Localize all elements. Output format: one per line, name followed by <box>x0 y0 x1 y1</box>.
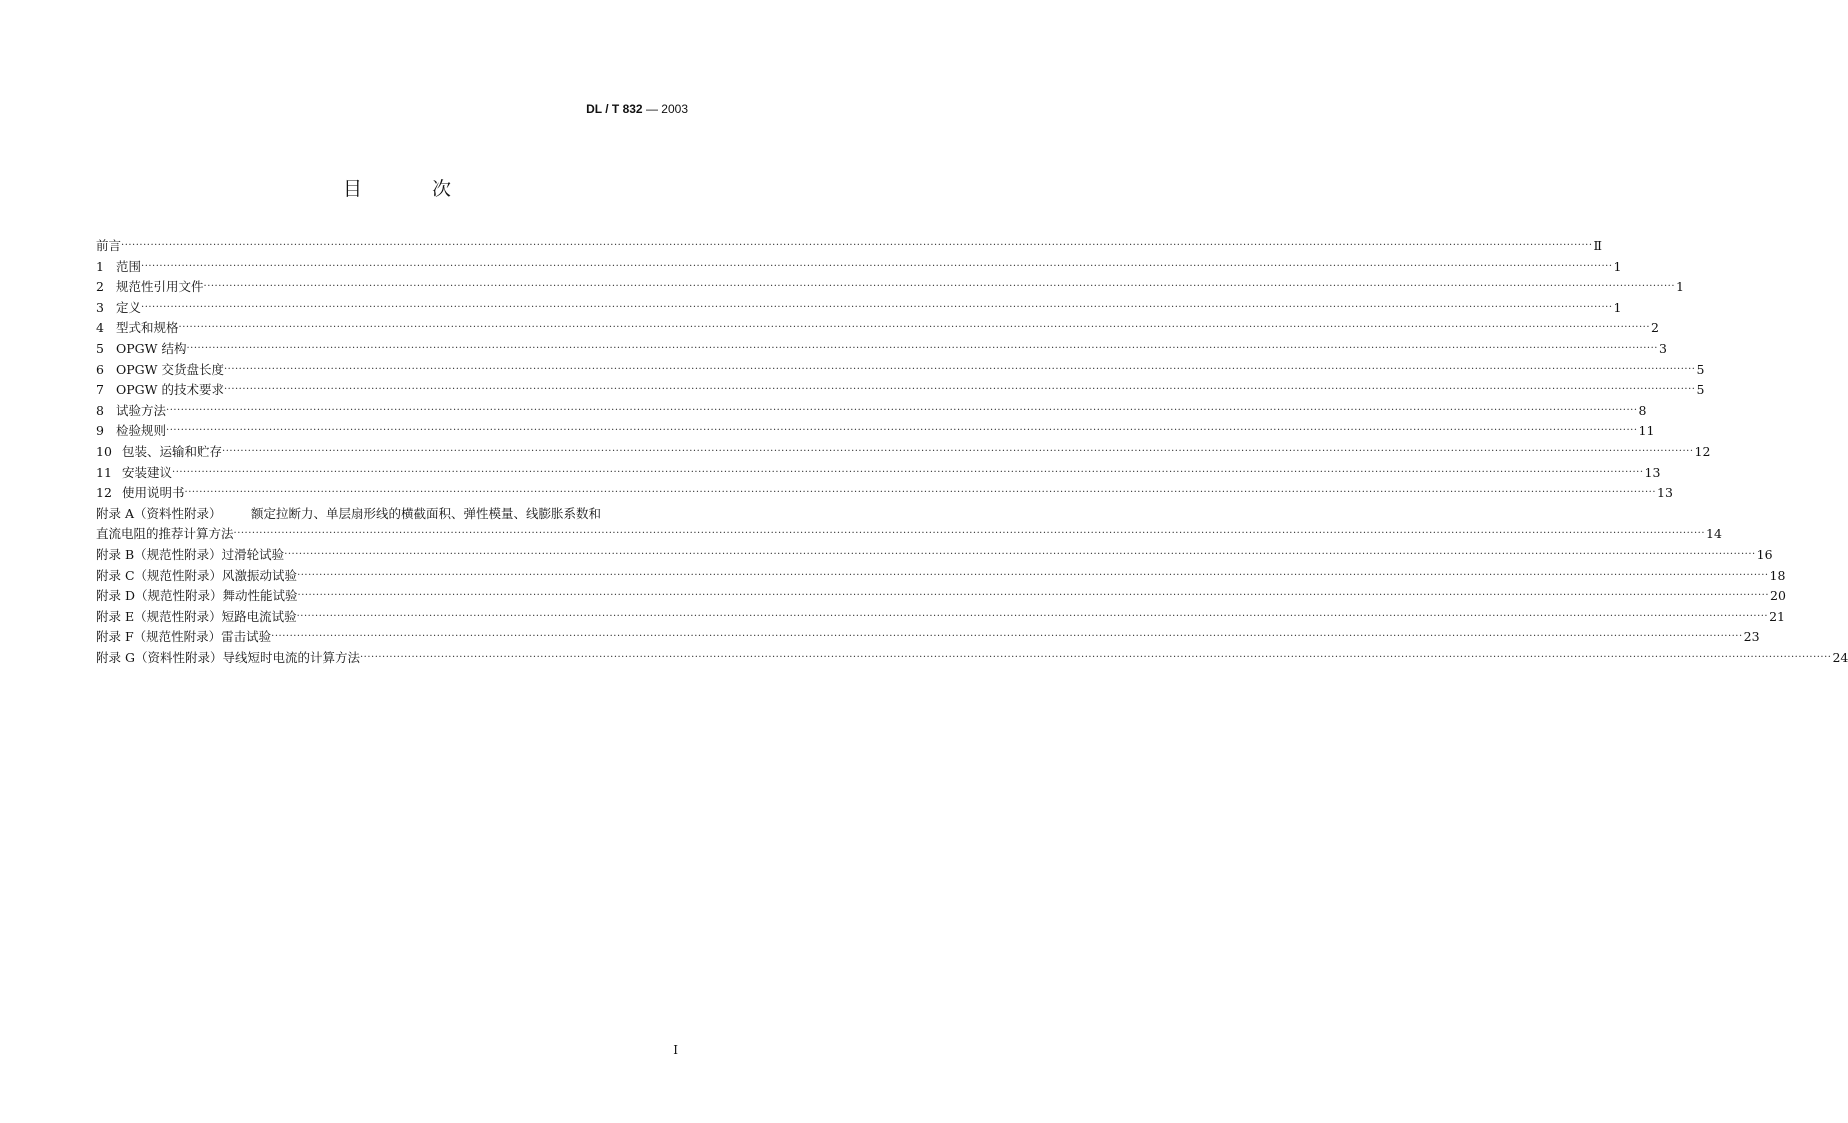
toc-entry <box>96 339 1667 360</box>
toc-entry-appendix <box>96 627 1760 648</box>
title-part-1: 目 <box>342 178 362 200</box>
appendix-label: 附录 B（规范性附录） <box>96 546 222 562</box>
toc-page-number: 3 <box>1658 340 1667 356</box>
toc-page-number: 13 <box>1657 485 1673 501</box>
dot-leader: ················································································································································································································································································································································································································ <box>178 322 1650 334</box>
dot-leader: ················································································································································································································································································································································································································ <box>166 425 1638 437</box>
toc-entry-appendix <box>96 648 1848 669</box>
dot-leader: ················································································································································································································································································································································································································ <box>166 404 1638 416</box>
appendix-label: 附录 E（规范性附录） <box>96 608 222 624</box>
dot-leader: ················································································································································································································································································································································································································ <box>184 487 1656 499</box>
dot-leader: ················································································································································································································································································································································································································ <box>222 445 1694 457</box>
toc-entry-appendix <box>96 607 1786 628</box>
toc-entry-appendix-cont <box>96 524 1722 545</box>
toc-entry <box>96 401 1647 422</box>
toc-number: 10 <box>96 443 112 459</box>
standard-code: DL / T 832 <box>586 102 643 116</box>
toc-entry <box>96 421 1655 442</box>
dot-leader: ················································································································································································································································································································································································································ <box>141 260 1613 272</box>
title-part-2: 次 <box>432 178 452 200</box>
toc-number: 11 <box>96 464 112 480</box>
toc-number: 5 <box>96 340 104 356</box>
dot-leader: ················································································································································································································································································································································································································ <box>296 610 1769 622</box>
appendix-title: 导线短时电流的计算方法 <box>222 649 360 665</box>
document-code <box>586 102 688 116</box>
dot-leader: ················································································································································································································································································································································································································ <box>121 240 1593 251</box>
toc-page-number: 5 <box>1696 361 1705 377</box>
standard-year: 2003 <box>661 102 688 116</box>
toc-title: 包装、运输和贮存 <box>122 443 223 459</box>
toc-entry <box>96 360 1705 381</box>
toc-entry-appendix <box>96 545 1773 566</box>
toc-entry <box>96 483 1673 504</box>
toc-title: 型式和规格 <box>116 320 179 336</box>
toc-title: 范围 <box>116 258 142 274</box>
appendix-title: 风激振动试验 <box>222 567 298 583</box>
dot-leader: ················································································································································································································································································································································································································ <box>186 342 1658 354</box>
toc-page-number: 1 <box>1613 299 1622 315</box>
toc-page-number: 16 <box>1756 546 1773 562</box>
toc-page-number: 20 <box>1770 588 1786 604</box>
toc-number: 4 <box>96 320 104 336</box>
toc-entry <box>96 257 1622 278</box>
appendix-title: 舞动性能试验 <box>222 588 298 604</box>
toc-number: 7 <box>96 382 104 398</box>
toc-number: 1 <box>96 258 104 274</box>
appendix-title: 额定拉断力、单层扇形线的横截面积、弹性模量、线膨胀系数和 <box>251 505 602 521</box>
toc-page-number: 5 <box>1696 382 1705 398</box>
table-of-contents <box>96 236 1848 668</box>
toc-number: 8 <box>96 402 104 418</box>
appendix-label: 附录 D（规范性附录） <box>96 588 223 604</box>
toc-page-number: 8 <box>1638 402 1647 418</box>
appendix-label: 附录 C（规范性附录） <box>96 567 223 583</box>
toc-title: OPGW 的技术要求 <box>116 382 224 398</box>
toc-title: 前言 <box>96 238 122 253</box>
toc-page-number: 11 <box>1638 423 1655 439</box>
dot-leader: ················································································································································································································································································································································································································ <box>203 281 1675 293</box>
appendix-title: 雷击试验 <box>221 629 272 645</box>
toc-number: 9 <box>96 423 104 439</box>
toc-page-number: 13 <box>1644 464 1661 480</box>
appendix-title-cont: 直流电阻的推荐计算方法 <box>96 526 234 542</box>
toc-page-number: 1 <box>1676 279 1684 295</box>
dot-leader: ················································································································································································································································································································································································································ <box>223 384 1696 396</box>
toc-title: 安装建议 <box>122 464 173 480</box>
toc-entry <box>96 380 1705 401</box>
toc-page-number: 23 <box>1743 629 1760 645</box>
toc-entry-appendix <box>96 504 682 525</box>
appendix-label: 附录 A（资料性附录） <box>96 505 222 521</box>
toc-number: 12 <box>96 485 112 501</box>
toc-number: 3 <box>96 299 104 315</box>
dot-leader: ················································································································································································································································································································································································································ <box>223 363 1696 375</box>
toc-entry <box>96 277 1684 298</box>
toc-title: 使用说明书 <box>122 485 185 501</box>
dot-leader: ················································································································································································································································································································································································································ <box>172 466 1644 478</box>
toc-entry <box>96 442 1711 463</box>
toc-page-number: 18 <box>1769 567 1786 583</box>
appendix-title: 过滑轮试验 <box>221 546 285 562</box>
toc-title: OPGW 交货盘长度 <box>116 361 224 377</box>
dot-leader: ················································································································································································································································································································································································································ <box>141 301 1613 313</box>
toc-entry-appendix <box>96 566 1786 587</box>
dot-leader: ················································································································································································································································································································································································································ <box>297 590 1769 602</box>
dot-leader: ················································································································································································································································································································································································································ <box>271 631 1743 643</box>
dot-leader: ················································································································································································································································································································································································································ <box>359 651 1832 663</box>
toc-title: 试验方法 <box>116 402 167 418</box>
toc-page-number: 1 <box>1613 258 1622 274</box>
toc-entry <box>96 236 1602 257</box>
toc-page-number: 21 <box>1769 608 1786 624</box>
toc-entry <box>96 318 1659 339</box>
page-number: I <box>673 1043 678 1057</box>
toc-page-number: 14 <box>1706 526 1722 542</box>
appendix-label: 附录 G（资料性附录） <box>96 649 223 665</box>
dot-leader: ················································································································································································································································································································································································································ <box>233 528 1705 540</box>
toc-title: 规范性引用文件 <box>116 279 204 295</box>
toc-page-number: 24 <box>1832 649 1848 665</box>
toc-entry <box>96 298 1622 319</box>
toc-title: 检验规则 <box>116 423 167 439</box>
code-dash: — <box>645 102 658 116</box>
dot-leader: ················································································································································································································································································································································································································ <box>297 569 1769 581</box>
toc-number: 6 <box>96 361 104 377</box>
appendix-title: 短路电流试验 <box>221 608 297 624</box>
toc-page-number: Ⅱ <box>1593 238 1602 253</box>
appendix-label: 附录 F（规范性附录） <box>96 629 222 645</box>
page-title <box>0 174 794 201</box>
dot-leader: ················································································································································································································································································································································································································ <box>284 548 1756 560</box>
toc-page-number: 2 <box>1651 320 1659 336</box>
toc-entry <box>96 463 1661 484</box>
toc-title: 定义 <box>116 299 142 315</box>
toc-number: 2 <box>96 279 104 295</box>
toc-entry-appendix <box>96 586 1786 607</box>
toc-title: OPGW 结构 <box>116 340 187 356</box>
toc-page-number: 12 <box>1694 443 1711 459</box>
